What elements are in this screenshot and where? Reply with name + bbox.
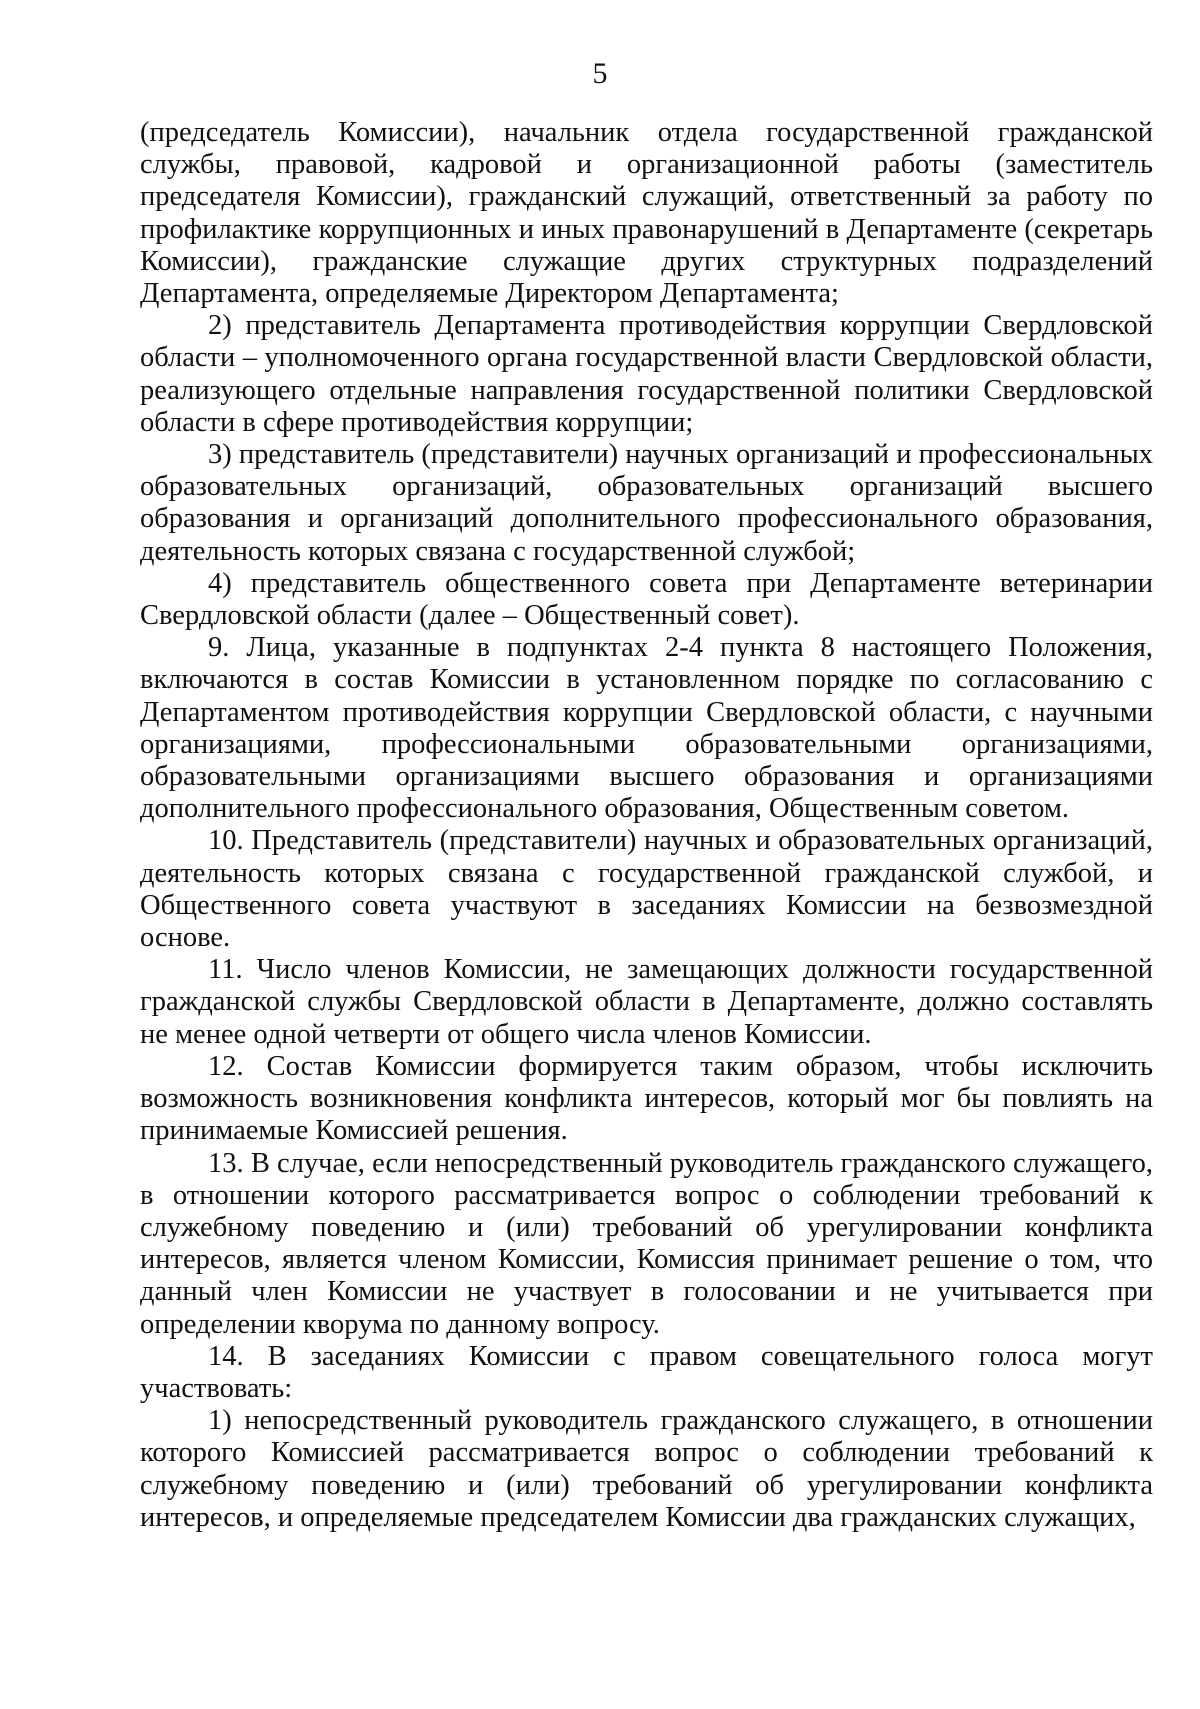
paragraph-12: 12. Состав Комиссии формируется таким образом, чтобы исключить возможность возникновения конфликта интересов, который мог бы повлиять на принимаемые Комиссией решения. — [140, 1050, 1153, 1147]
paragraph-14-item-1: 1) непосредственный руководитель гражданского служащего, в отношении которого Комиссией рассматривается вопрос о соблюдении требований к служебному поведению и (или) требований об урегулировании конфликта интересов, и определяемые председателем Комиссии два гражданских служащих, — [140, 1405, 1153, 1533]
paragraph-item-3: 3) представитель (представители) научных организаций и профессиональных образовательных организаций, образовательных организаций высшего образования и организаций дополнительного профессионального образования, деятельность которых связана с государственной службой; — [140, 439, 1153, 567]
paragraph-continuation: (председатель Комиссии), начальник отдела государственной гражданской службы, правовой, кадровой и организационной работы (заместитель председателя Комиссии), гражданский служащий, ответственный за работу по профилактике коррупционных и иных правонарушений в Департаменте (секретарь Комиссии), гражданские служащие других структурных подразделений Департамента, определяемые Директором Департамента; — [140, 117, 1153, 310]
page-number: 5 — [592, 57, 608, 90]
paragraph-13: 13. В случае, если непосредственный руководитель гражданского служащего, в отношении которого рассматривается вопрос о соблюдении требований к служебному поведению и (или) требований об урегулировании конфликта интересов, является членом Комиссии, Комиссия принимает решение о том, что данный член Комиссии не участвует в голосовании и не учитывается при определении кворума по данному вопросу. — [140, 1147, 1153, 1340]
paragraph-9: 9. Лица, указанные в подпунктах 2-4 пункта 8 настоящего Положения, включаются в состав Комиссии в установленном порядке по согласованию с Департаментом противодействия коррупции Свердловской области, с научными организациями, профессиональными образовательными организациями, образовательными организациями высшего образования и организациями дополнительного профессионального образования, Общественным советом. — [140, 632, 1153, 825]
paragraph-item-4: 4) представитель общественного совета при Департаменте ветеринарии Свердловской области (далее – Общественный совет). — [140, 567, 1153, 632]
paragraph-14: 14. В заседаниях Комиссии с правом совещательного голоса могут участвовать: — [140, 1340, 1153, 1404]
paragraph-11: 11. Число членов Комиссии, не замещающих должности государственной гражданской службы Свердловской области в Департаменте, должно составлять не менее одной четверти от общего числа членов Комиссии. — [140, 954, 1153, 1050]
paragraph-10: 10. Представитель (представители) научных и образовательных организаций, деятельность которых связана с государственной гражданской службой, и Общественного совета участвуют в заседаниях Комиссии на безвозмездной основе. — [140, 825, 1153, 954]
paragraph-item-2: 2) представитель Департамента противодействия коррупции Свердловской области – уполномоченного органа государственной власти Свердловской области, реализующего отдельные направления государственной политики Свердловской области в сфере противодействия коррупции; — [140, 310, 1153, 438]
document-body — [140, 117, 1153, 1534]
